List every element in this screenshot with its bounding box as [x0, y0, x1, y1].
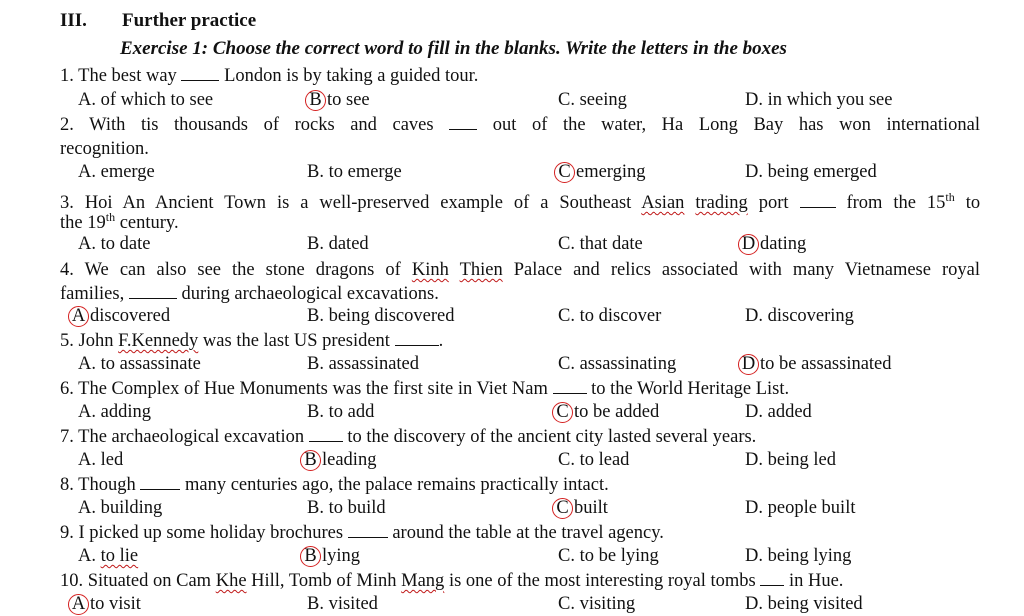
q4-option-b[interactable]: B. being discovered [307, 306, 455, 326]
answer-blank [760, 570, 784, 586]
q7-option-a[interactable]: A. led [78, 450, 124, 470]
q3-option-c[interactable]: C. that date [558, 234, 643, 254]
q2-option-b[interactable]: B. to emerge [307, 162, 402, 182]
answer-blank [395, 330, 439, 346]
q9-option-c[interactable]: C. to be lying [558, 546, 659, 566]
q9-option-d[interactable]: D. being lying [745, 546, 852, 566]
answer-blank [553, 378, 587, 394]
answer-blank [129, 283, 177, 299]
q9-option-a[interactable]: A. to lie [78, 546, 139, 566]
q3-option-b[interactable]: B. dated [307, 234, 369, 254]
q10-option-d[interactable]: D. being visited [745, 594, 863, 614]
question-3: 3. Hoi An Ancient Town is a well-preserved example of a Southeast Asian trading port from the 15th to [60, 190, 981, 214]
q3-option-a[interactable]: A. to date [78, 234, 151, 254]
q1-option-a[interactable]: A. of which to see [78, 90, 214, 110]
question-2: 2. With tis thousands of rocks and caves out of the water, Ha Long Bay has won international [60, 115, 981, 135]
q1-option-c[interactable]: C. seeing [558, 90, 627, 110]
q4-option-c[interactable]: C. to discover [558, 306, 662, 326]
answer-blank [309, 426, 343, 442]
q7-option-d[interactable]: D. being led [745, 450, 836, 470]
question-5: 5. John F.Kennedy was the last US president . [60, 331, 444, 351]
q4-option-d[interactable]: D. discovering [745, 306, 854, 326]
q5-option-d[interactable]: D to be assassinated [740, 354, 892, 375]
question-6: 6. The Complex of Hue Monuments was the first site in Viet Nam to the World Heritage List. [60, 379, 790, 399]
selected-answer-circle: B [305, 90, 326, 111]
question-7: 7. The archaeological excavation to the discovery of the ancient city lasted several years. [60, 427, 757, 447]
answer-blank [140, 474, 180, 490]
answer-blank [449, 114, 477, 130]
answer-blank [348, 522, 388, 538]
q5-option-b[interactable]: B. assassinated [307, 354, 420, 374]
selected-answer-circle: D [738, 354, 759, 375]
q8-option-d[interactable]: D. people built [745, 498, 856, 518]
q8-option-b[interactable]: B. to build [307, 498, 386, 518]
q6-option-a[interactable]: A. adding [78, 402, 151, 422]
selected-answer-circle: B [300, 546, 321, 567]
question-10: 10. Situated on Cam Khe Hill, Tomb of Minh Mang is one of the most interesting royal tombs in Hue. [60, 571, 844, 591]
q6-option-d[interactable]: D. added [745, 402, 812, 422]
selected-answer-circle: C [552, 402, 573, 423]
q10-option-b[interactable]: B. visited [307, 594, 378, 614]
q10-option-a[interactable]: A to visit [70, 594, 141, 615]
question-2-continued: recognition. [60, 139, 149, 159]
q2-option-d[interactable]: D. being emerged [745, 162, 877, 182]
q10-option-c[interactable]: C. visiting [558, 594, 636, 614]
question-3-continued: the 19th century. [60, 210, 179, 234]
q1-option-d[interactable]: D. in which you see [745, 90, 893, 110]
q1-option-b[interactable]: B to see [307, 90, 370, 111]
question-4-continued: families, during archaeological excavations. [60, 284, 439, 304]
question-8: 8. Though many centuries ago, the palace remains practically intact. [60, 475, 609, 495]
q7-option-c[interactable]: C. to lead [558, 450, 630, 470]
section-heading [60, 10, 256, 32]
section-number: III. [60, 10, 87, 31]
question-4: 4. We can also see the stone dragons of Kinh Thien Palace and relics associated with many Vietnamese royal [60, 260, 981, 280]
question-9: 9. I picked up some holiday brochures around the table at the travel agency. [60, 523, 664, 543]
selected-answer-circle: A [68, 306, 89, 327]
question-1: 1. The best way London is by taking a guided tour. [60, 66, 479, 86]
selected-answer-circle: A [68, 594, 89, 615]
q3-option-d[interactable]: D dating [740, 234, 806, 255]
q2-option-c[interactable]: C emerging [556, 162, 646, 183]
exercise-instruction: Exercise 1: Choose the correct word to fill in the blanks. Write the letters in the boxes [120, 38, 787, 59]
selected-answer-circle: B [300, 450, 321, 471]
selected-answer-circle: D [738, 234, 759, 255]
q2-option-a[interactable]: A. emerge [78, 162, 155, 182]
q8-option-a[interactable]: A. building [78, 498, 163, 518]
selected-answer-circle: C [554, 162, 575, 183]
section-title: Further practice [122, 10, 257, 31]
q8-option-c[interactable]: C built [554, 498, 608, 519]
q4-option-a[interactable]: A discovered [70, 306, 170, 327]
q6-option-c[interactable]: C to be added [554, 402, 659, 423]
q9-option-b[interactable]: B lying [302, 546, 360, 567]
q6-option-b[interactable]: B. to add [307, 402, 375, 422]
selected-answer-circle: C [552, 498, 573, 519]
q7-option-b[interactable]: B leading [302, 450, 376, 471]
q5-option-a[interactable]: A. to assassinate [78, 354, 201, 374]
answer-blank [800, 192, 836, 208]
answer-blank [181, 65, 219, 81]
q5-option-c[interactable]: C. assassinating [558, 354, 677, 374]
